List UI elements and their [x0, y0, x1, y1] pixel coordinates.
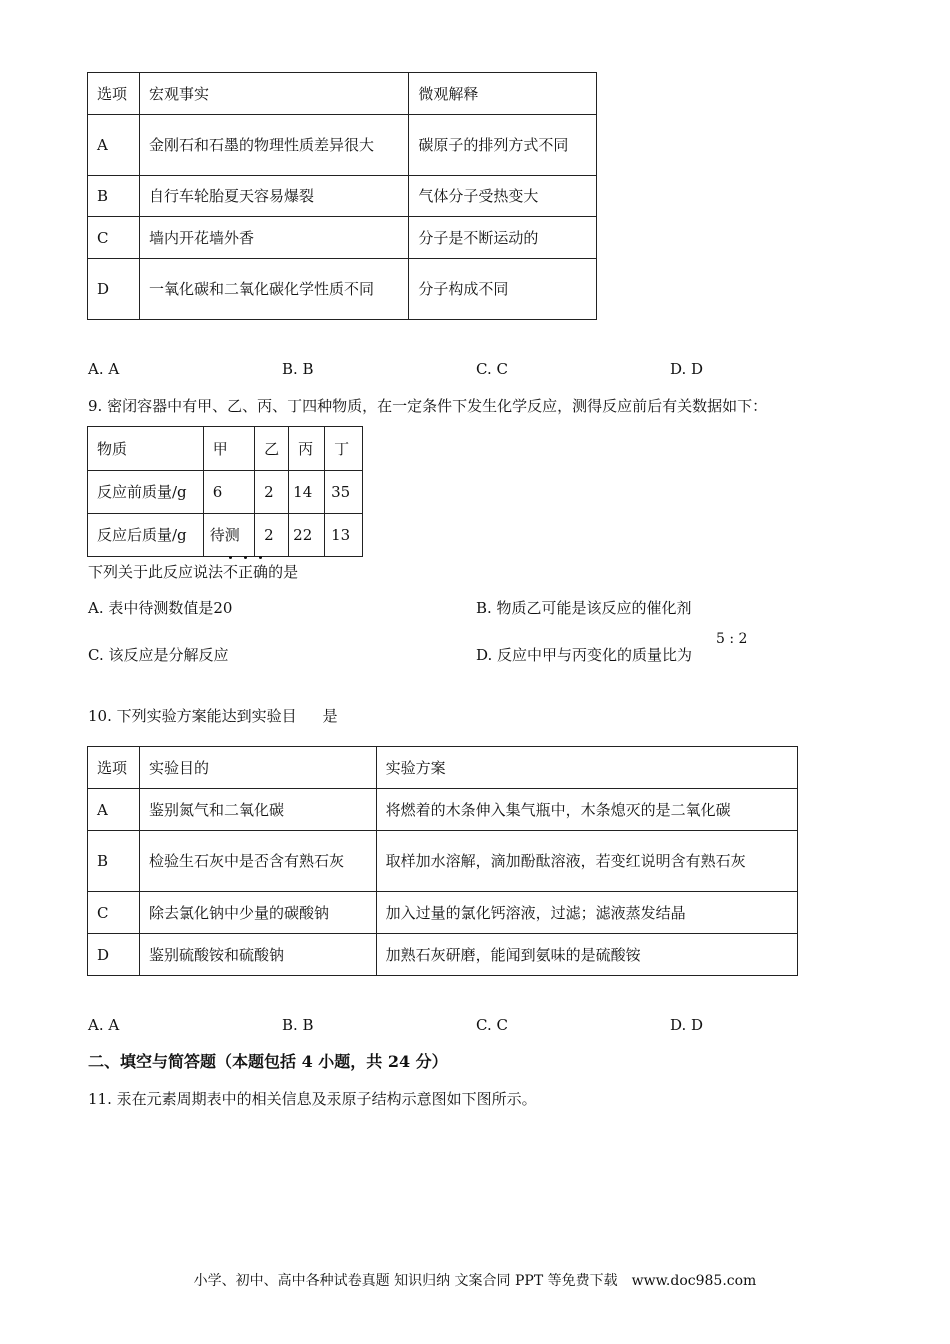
table-header-cell: 宏观事实	[139, 73, 408, 115]
table-cell: 22	[289, 514, 325, 557]
table-row	[88, 471, 363, 514]
table-cell: C	[88, 892, 140, 934]
option-a[interactable]: A. 表中待测数值是20	[88, 599, 233, 617]
q9-question-suffix: 的是	[268, 563, 299, 581]
section-heading: 二、填空与简答题（本题包括 4 小题，共 24 分）	[88, 1052, 448, 1071]
table-cell: 加熟石灰研磨，能闻到氨味的是硫酸铵	[376, 934, 797, 976]
q10-table	[87, 746, 798, 976]
table-row	[88, 217, 597, 259]
table-row	[88, 259, 597, 320]
option-c[interactable]: C. 该反应是分解反应	[88, 646, 229, 664]
table-header-cell: 乙	[255, 427, 289, 471]
table-cell: D	[88, 259, 140, 320]
table-cell: B	[88, 831, 140, 892]
option-a[interactable]: A. A	[88, 360, 120, 378]
table-cell: B	[88, 176, 140, 217]
option-c[interactable]: C. C	[476, 360, 508, 378]
table-header-cell: 微观解释	[409, 73, 597, 115]
table-header-cell: 甲	[203, 427, 254, 471]
option-c[interactable]: C. C	[476, 1016, 508, 1034]
table-cell: 取样加水溶解，滴加酚酞溶液，若变红说明含有熟石灰	[376, 831, 797, 892]
table-cell: 将燃着的木条伸入集气瓶中，木条熄灭的是二氧化碳	[376, 789, 797, 831]
table-cell: D	[88, 934, 140, 976]
table-header-cell: 丙	[289, 427, 325, 471]
table-row	[88, 831, 798, 892]
q9-question-prefix: 下列关于此反应说法	[88, 563, 224, 581]
table-header-row	[88, 747, 798, 789]
table-cell: 金刚石和石墨的物理性质差异很大	[139, 115, 408, 176]
table-cell: 一氧化碳和二氧化碳化学性质不同	[139, 259, 408, 320]
table-cell: 35	[325, 471, 363, 514]
q9-table	[87, 426, 363, 557]
emphasis-char: 正	[238, 563, 254, 581]
page-footer: 小学、初中、高中各种试卷真题 知识归纳 文案合同 PPT 等免费下载 www.doc985.com	[193, 1273, 757, 1289]
q9-question	[88, 561, 298, 582]
option-d[interactable]: D. 反应中甲与丙变化的质量比为	[476, 646, 693, 664]
table-header-cell: 实验方案	[376, 747, 797, 789]
table-cell: 2	[255, 471, 289, 514]
table-cell: 6	[203, 471, 254, 514]
table-cell: A	[88, 115, 140, 176]
table-cell: 鉴别硫酸铵和硫酸钠	[139, 934, 376, 976]
table-header-row	[88, 73, 597, 115]
table-header-cell: 选项	[88, 747, 140, 789]
q8-table	[87, 72, 597, 320]
table-cell: A	[88, 789, 140, 831]
table-cell: 分子是不断运动的	[409, 217, 597, 259]
q9-stem: 9. 密闭容器中有甲、乙、丙、丁四种物质，在一定条件下发生化学反应，测得反应前后有关数据如下：	[88, 397, 768, 415]
option-a[interactable]: A. A	[88, 1016, 120, 1034]
option-b[interactable]: B. B	[282, 1016, 314, 1034]
table-header-row	[88, 427, 363, 471]
table-header-cell: 丁	[325, 427, 363, 471]
option-b[interactable]: B. 物质乙可能是该反应的催化剂	[476, 599, 692, 617]
table-cell: 14	[289, 471, 325, 514]
option-b[interactable]: B. B	[282, 360, 314, 378]
table-row	[88, 514, 363, 557]
ratio-formula: 5 : 2	[716, 631, 748, 647]
table-cell: 除去氯化钠中少量的碳酸钠	[139, 892, 376, 934]
table-cell: 分子构成不同	[409, 259, 597, 320]
q10-stem-part1: 10. 下列实验方案能达到实验目	[88, 707, 297, 725]
table-cell: 鉴别氮气和二氧化碳	[139, 789, 376, 831]
table-row	[88, 115, 597, 176]
table-cell: 待测	[203, 514, 254, 557]
table-cell: 碳原子的排列方式不同	[409, 115, 597, 176]
table-row	[88, 789, 798, 831]
table-header-cell: 实验目的	[139, 747, 376, 789]
table-cell: 墙内开花墙外香	[139, 217, 408, 259]
option-d[interactable]: D. D	[670, 1016, 704, 1034]
table-row	[88, 934, 798, 976]
table-cell: C	[88, 217, 140, 259]
q10-stem	[88, 705, 338, 726]
table-cell: 2	[255, 514, 289, 557]
table-row	[88, 176, 597, 217]
q10-stem-part2: 是	[322, 707, 338, 725]
table-row	[88, 892, 798, 934]
table-cell: 反应前质量/g	[88, 471, 204, 514]
table-cell: 加入过量的氯化钙溶液，过滤；滤液蒸发结晶	[376, 892, 797, 934]
table-cell: 反应后质量/g	[88, 514, 204, 557]
table-cell: 13	[325, 514, 363, 557]
table-cell: 气体分子受热变大	[409, 176, 597, 217]
emphasis-char: 不	[223, 563, 239, 581]
table-cell: 自行车轮胎夏天容易爆裂	[139, 176, 408, 217]
option-d[interactable]: D. D	[670, 360, 704, 378]
table-header-cell: 选项	[88, 73, 140, 115]
emphasis-char: 确	[253, 563, 269, 581]
table-header-cell: 物质	[88, 427, 204, 471]
table-cell: 检验生石灰中是否含有熟石灰	[139, 831, 376, 892]
q11-stem: 11. 汞在元素周期表中的相关信息及汞原子结构示意图如下图所示。	[88, 1090, 537, 1108]
